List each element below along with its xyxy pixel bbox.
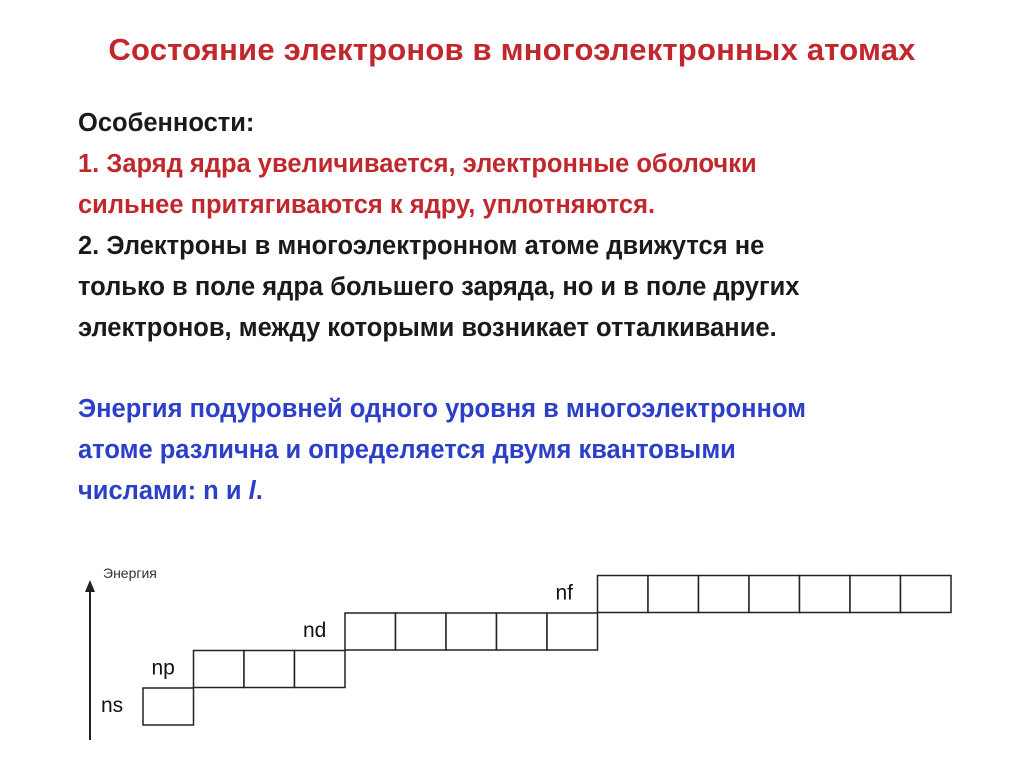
slide-title: Состояние электронов в многоэлектронных атомах [108, 32, 916, 67]
orbital-cell [244, 651, 295, 688]
axis-arrow-icon [85, 580, 95, 592]
sublevel-label: nf [555, 581, 574, 605]
quantum-number-l: l [248, 477, 256, 505]
orbital-cell [497, 613, 548, 650]
orbital-cell [648, 576, 699, 613]
energy-statement-line-2: атоме различна и определяется двумя квантовыми [78, 436, 736, 464]
point-2-line-1: 2. Электроны в многоэлектронном атоме движутся не [78, 232, 765, 260]
sublevel-np [152, 651, 346, 688]
sublevel-ns [101, 688, 194, 725]
orbital-cell [446, 613, 497, 650]
orbital-cell [800, 576, 851, 613]
energy-statement-suffix: . [255, 477, 263, 505]
sublevel-nf [556, 576, 952, 613]
point-2-line-2: только в поле ядра большего заряда, но и в поле других [78, 273, 800, 301]
orbital-cell [143, 688, 194, 725]
orbital-cell [345, 613, 396, 650]
energy-statement-line-1: Энергия подуровней одного уровня в многоэлектронном [78, 395, 807, 423]
sublevel-rows [101, 576, 951, 726]
orbital-cell [598, 576, 649, 613]
orbital-cell [547, 613, 598, 650]
point-1-line-2: сильнее притягиваются к ядру, уплотняются. [78, 191, 656, 219]
orbital-cell [194, 651, 245, 688]
sublevel-nd [303, 613, 598, 650]
orbital-cell [850, 576, 901, 613]
sublevel-label: ns [101, 694, 124, 717]
energy-statement-prefix: числами: n и [78, 477, 249, 505]
sublevel-label: np [151, 656, 175, 680]
orbital-cell [901, 576, 952, 613]
orbital-cell [295, 651, 346, 688]
sublevel-label: nd [303, 619, 327, 642]
point-2-line-3: электронов, между которыми возникает отталкивание. [78, 314, 777, 342]
orbital-cell [749, 576, 800, 613]
features-heading: Особенности: [78, 109, 255, 137]
point-1-line-1: 1. Заряд ядра увеличивается, электронные оболочки [78, 150, 757, 178]
orbital-cell [396, 613, 447, 650]
energy-axis-label: Энергия [103, 565, 157, 581]
orbital-cell [699, 576, 750, 613]
